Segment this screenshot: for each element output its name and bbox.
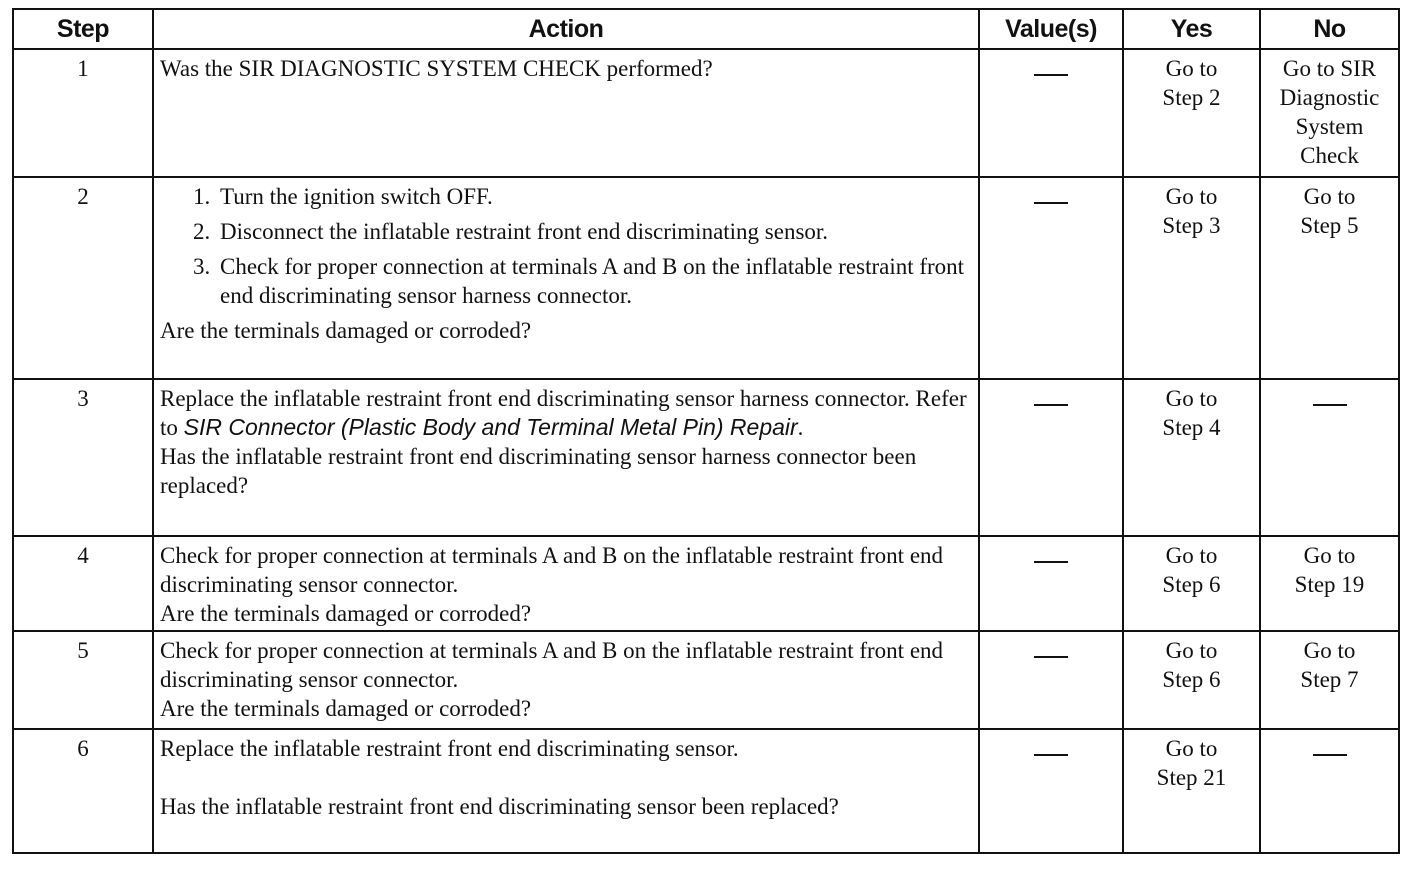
action-cell [153,729,979,853]
action-cell [153,177,979,379]
action-text: Replace the inflatable restraint front end discriminating sensor. [160,736,739,761]
value-cell [979,379,1123,536]
no-cell [1260,631,1399,729]
table-row [13,536,1399,631]
action-cell [153,379,979,536]
no-cell [1260,729,1399,853]
table-row [13,729,1399,853]
yes-text: Go to Step 3 [1162,184,1221,238]
value-cell [979,631,1123,729]
yes-text: Go to Step 4 [1162,386,1221,440]
action-text: Check for proper connection at terminals A and B on the inflatable restraint front end discriminating sensor connector. [160,543,944,597]
action-text-part: Replace the inflatable restraint front end discriminating sensor harness connector. Refer to [160,386,967,440]
value-cell [979,49,1123,177]
action-steps-list [160,182,970,310]
no-text: Go to Step 7 [1300,638,1359,692]
table-row [13,49,1399,177]
table-row [13,379,1399,536]
value-dash [1034,656,1068,658]
no-cell [1260,177,1399,379]
step-number: 3 [13,379,153,536]
step-number: 6 [13,729,153,853]
no-cell [1260,536,1399,631]
step-number: 4 [13,536,153,631]
action-text [160,384,970,442]
diagnostic-table [12,8,1400,854]
yes-text: Go to Step 21 [1156,736,1227,790]
header-action: Action [153,9,979,49]
action-question: Has the inflatable restraint front end discriminating sensor been replaced? [160,794,839,819]
action-step-item: 2. Disconnect the inflatable restraint front end discriminating sensor. [216,217,970,246]
no-dash [1313,404,1347,406]
no-text: Go to Step 19 [1294,543,1365,597]
yes-cell [1123,536,1260,631]
action-text-part: . [797,415,804,440]
header-row [13,9,1399,49]
value-dash [1034,754,1068,756]
yes-text: Go to Step 2 [1162,56,1221,110]
action-question: Are the terminals damaged or corroded? [160,318,532,343]
yes-cell [1123,729,1260,853]
step-number: 2 [13,177,153,379]
action-cell [153,536,979,631]
yes-cell [1123,379,1260,536]
action-question: Are the terminals damaged or corroded? [160,696,532,721]
action-cell [153,49,979,177]
no-text: Go to SIR Diagnostic System Check [1279,56,1380,168]
step-number: 1 [13,49,153,177]
repair-reference-link[interactable]: SIR Connector (Plastic Body and Terminal Metal Pin) Repair [183,414,798,440]
step-number: 5 [13,631,153,729]
action-cell [153,631,979,729]
header-yes: Yes [1123,9,1260,49]
value-dash [1034,202,1068,204]
value-dash [1034,404,1068,406]
action-text: Check for proper connection at terminals A and B on the inflatable restraint front end discriminating sensor connector. [160,638,944,692]
yes-text: Go to Step 6 [1162,638,1221,692]
value-dash [1034,74,1068,76]
value-cell [979,729,1123,853]
action-step-item: 1. Turn the ignition switch OFF. [216,182,970,211]
no-dash [1313,754,1347,756]
table-row [13,177,1399,379]
action-step-item: 3. Check for proper connection at terminals A and B on the inflatable restraint front end discriminating sensor harness connector. [216,252,970,310]
yes-cell [1123,631,1260,729]
value-cell [979,177,1123,379]
action-question: Are the terminals damaged or corroded? [160,601,532,626]
no-cell [1260,49,1399,177]
no-text: Go to Step 5 [1300,184,1359,238]
header-values: Value(s) [979,9,1123,49]
header-no: No [1260,9,1399,49]
spacer [160,763,970,792]
no-cell [1260,379,1399,536]
value-dash [1034,561,1068,563]
value-cell [979,536,1123,631]
action-question: Was the SIR DIAGNOSTIC SYSTEM CHECK performed? [160,56,713,81]
header-step: Step [13,9,153,49]
yes-text: Go to Step 6 [1162,543,1221,597]
yes-cell [1123,49,1260,177]
table-row [13,631,1399,729]
yes-cell [1123,177,1260,379]
action-question: Has the inflatable restraint front end discriminating sensor harness connector been replaced? [160,444,917,498]
